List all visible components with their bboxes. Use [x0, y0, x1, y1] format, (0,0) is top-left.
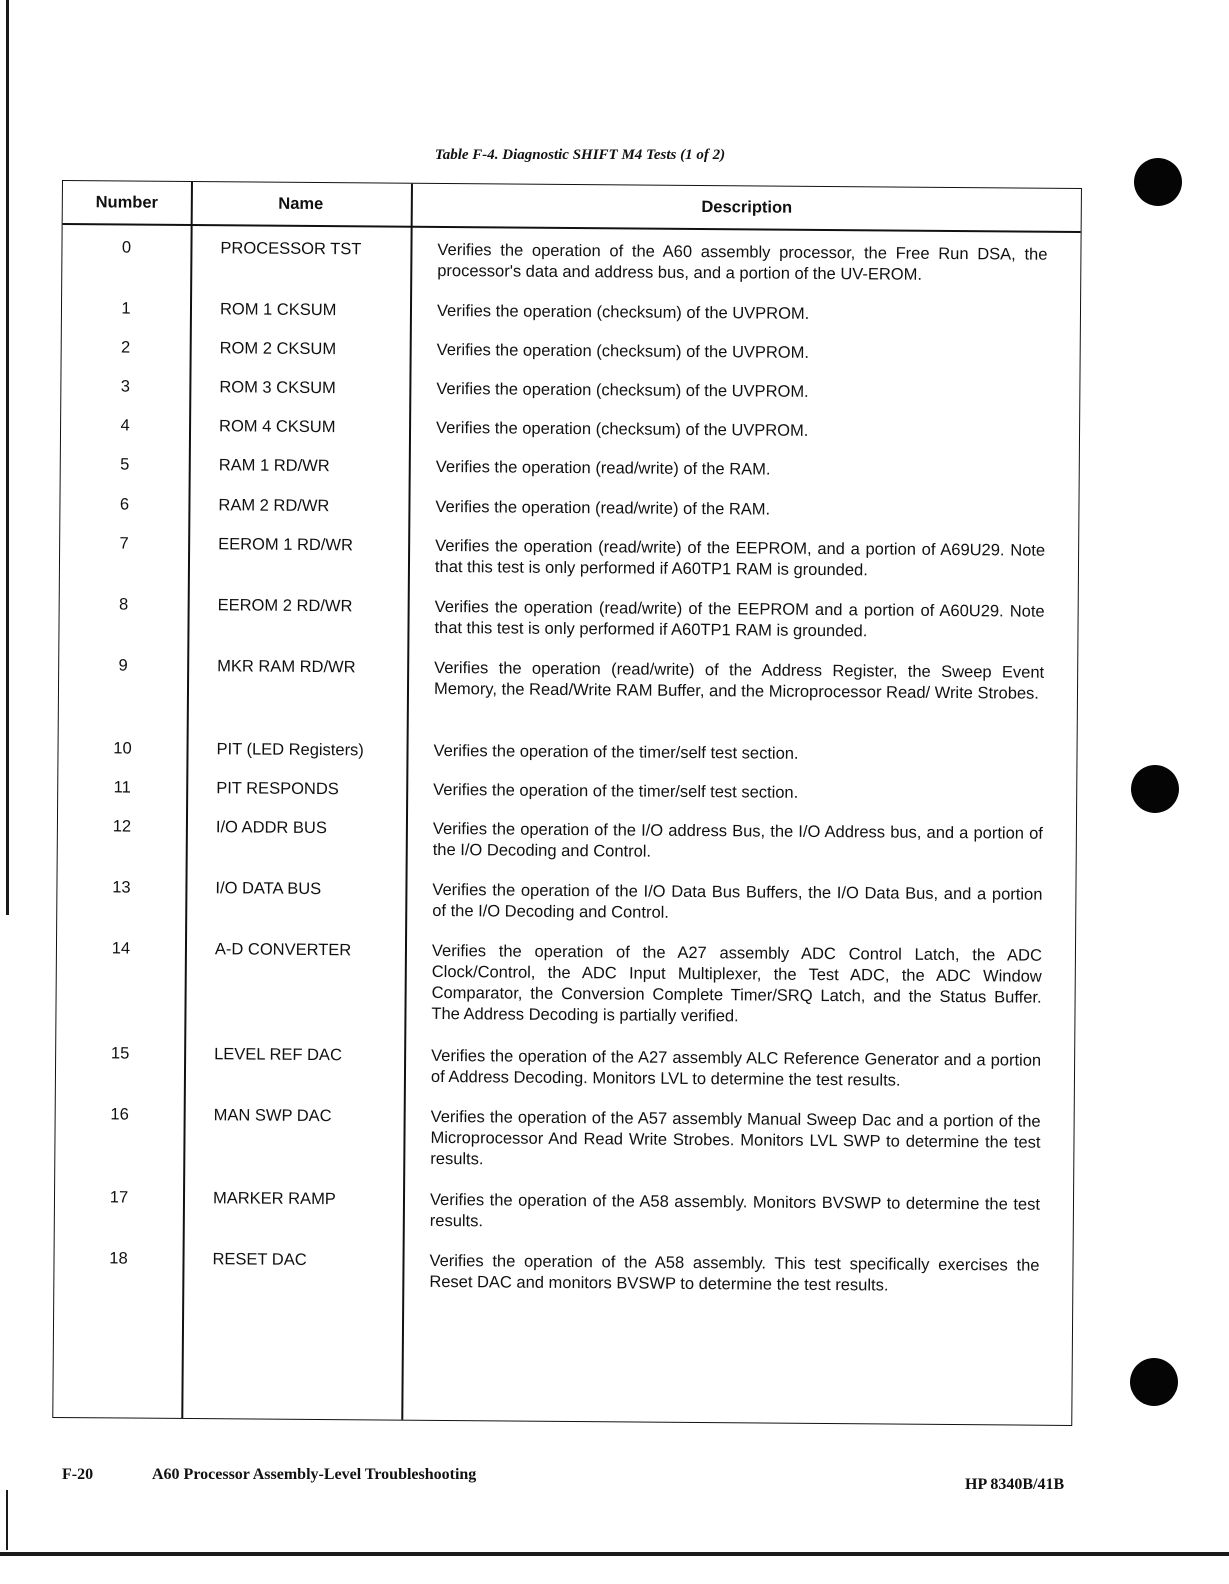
test-description: Verifies the operation (read/write) of the Address Register, the Sweep Event Memory, the Read/Write RAM Buffer, and the Microprocessor Read/ Write Strobes. [433, 658, 1045, 703]
column-divider [401, 184, 412, 1420]
table-caption: Table F-4. Diagnostic SHIFT M4 Tests (1 of 2) [434, 147, 726, 163]
test-number: 2 [121, 338, 131, 357]
table-row [58, 877, 1076, 922]
test-number: 7 [119, 534, 129, 553]
test-number: 12 [112, 817, 132, 836]
column-divider [181, 182, 192, 1418]
test-number: 18 [109, 1249, 128, 1268]
test-name: RAM 1 RD/WR [218, 456, 330, 476]
table-row [55, 1187, 1073, 1231]
test-name: RESET DAC [212, 1250, 307, 1269]
test-number: 17 [109, 1188, 129, 1207]
test-description: Verifies the operation of the timer/self test section. [433, 780, 799, 802]
test-number: 16 [110, 1105, 129, 1124]
test-number: 9 [118, 656, 128, 675]
table-row [60, 533, 1078, 580]
test-description: Verifies the operation of the I/O address Bus, the I/O Address bus, and a portion of the I/O Decoding and Control. [432, 819, 1043, 861]
test-description: Verifies the operation (read/write) of the EEPROM, and a portion of A69U29. Note that this test is only performed if A60TP1 RAM is grounded. [434, 536, 1046, 580]
test-description: Verifies the operation (checksum) of the UVPROM. [436, 340, 810, 362]
table-row [62, 298, 1080, 323]
test-name: PIT RESPONDS [216, 779, 339, 799]
table-row [58, 777, 1076, 802]
table-row [56, 1104, 1074, 1169]
test-description: Verifies the operation of the timer/self test section. [433, 741, 799, 763]
test-name: ROM 3 CKSUM [219, 378, 336, 398]
test-number: 1 [121, 299, 131, 318]
test-name: I/O ADDR BUS [215, 818, 327, 838]
test-description: Verifies the operation (checksum) of the UVPROM. [435, 418, 809, 440]
column-header-number: Number [95, 193, 159, 212]
test-description: Verifies the operation (read/write) of the RAM. [435, 457, 771, 479]
test-number: 3 [120, 377, 131, 396]
test-name: MKR RAM RD/WR [217, 657, 356, 677]
table-row [55, 1248, 1073, 1295]
table-row [59, 738, 1077, 763]
binder-hole-middle [1131, 765, 1179, 813]
test-name: ROM 2 CKSUM [219, 339, 337, 359]
table-row [61, 454, 1079, 479]
test-description: Verifies the operation (read/write) of the RAM. [435, 497, 771, 519]
column-header-name: Name [278, 194, 324, 214]
test-number: 4 [120, 416, 130, 435]
test-number: 10 [113, 739, 132, 758]
table-row [63, 237, 1081, 284]
binder-hole-top [1134, 158, 1182, 206]
test-name: EEROM 1 RD/WR [218, 535, 353, 555]
footer-title: A60 Processor Assembly-Level Troubleshooting [152, 1466, 477, 1483]
test-name: A-D CONVERTER [214, 940, 352, 960]
test-number: 13 [112, 878, 131, 897]
test-description: Verifies the operation of the A58 assembly. Monitors BVSWP to determine the test results. [429, 1190, 1041, 1231]
footer-model: HP 8340B/41B [965, 1476, 1065, 1493]
table-row [61, 494, 1079, 519]
test-name: ROM 1 CKSUM [219, 300, 337, 320]
table-row [60, 594, 1078, 641]
test-number: 0 [121, 238, 132, 257]
table-row [59, 655, 1077, 703]
test-name: MAN SWP DAC [213, 1106, 332, 1126]
test-number: 8 [119, 595, 129, 614]
test-number: 15 [110, 1044, 130, 1063]
table-row [57, 938, 1075, 1026]
column-header-description: Description [701, 198, 793, 217]
test-name: LEVEL REF DAC [214, 1045, 342, 1065]
test-name: MARKER RAMP [212, 1189, 336, 1209]
test-description: Verifies the operation (checksum) of the UVPROM. [436, 301, 810, 323]
table-row [56, 1043, 1074, 1090]
test-number: 14 [111, 939, 131, 958]
left-margin-rule-lower [6, 1490, 8, 1550]
test-description: Verifies the operation of the A60 assembly processor, the Free Run DSA, the processor's data and address bus, and a portion of the UV-EROM. [437, 240, 1048, 284]
left-margin-rule [6, 0, 9, 915]
test-description: Verifies the operation of the A27 assembly ALC Reference Generator and a portion of Address Decoding. Monitors LVL to determine the test results. [430, 1046, 1042, 1090]
test-name: PIT (LED Registers) [216, 740, 364, 760]
test-description: Verifies the operation of the A27 assembly ADC Control Latch, the ADC Clock/Control, the ADC Input Multiplexer, the Test ADC, the ADC Window Comparator, the Conversion Complete Timer/SRQ Latch, and the Status Buffer. The Address Decoding is partially verified. [431, 941, 1043, 1026]
test-number: 5 [120, 455, 130, 474]
test-description: Verifies the operation of the A58 assembly. This test specifically exercises the Reset DAC and monitors BVSWP to determine the test results. [429, 1251, 1040, 1295]
test-description: Verifies the operation (checksum) of the UVPROM. [436, 379, 809, 401]
binder-hole-bottom [1130, 1358, 1178, 1406]
table-row [61, 376, 1079, 401]
table-row [58, 816, 1076, 861]
table-row [62, 337, 1080, 362]
test-name: RAM 2 RD/WR [218, 496, 330, 516]
test-number: 11 [113, 778, 131, 797]
bottom-margin-rule [0, 1552, 1229, 1556]
table-row [61, 415, 1079, 440]
test-name: EEROM 2 RD/WR [217, 596, 353, 616]
test-description: Verifies the operation of the A57 assembly Manual Sweep Dac and a portion of the Microprocessor And Read Write Strobes. Monitors LVL SWP to determine the test results. [430, 1107, 1041, 1169]
test-number: 6 [119, 495, 130, 514]
test-name: PROCESSOR TST [220, 239, 362, 259]
test-description: Verifies the operation (read/write) of the EEPROM and a portion of A60U29. Note that this test is only performed if A60TP1 RAM is grounded. [434, 597, 1045, 641]
test-description: Verifies the operation of the I/O Data Bus Buffers, the I/O Data Bus, and a portion of the I/O Decoding and Control. [432, 880, 1043, 922]
test-name: I/O DATA BUS [215, 879, 322, 899]
diagnostic-tests-table [52, 180, 1082, 1426]
page-number: F-20 [62, 1466, 94, 1483]
test-name: ROM 4 CKSUM [219, 417, 336, 437]
